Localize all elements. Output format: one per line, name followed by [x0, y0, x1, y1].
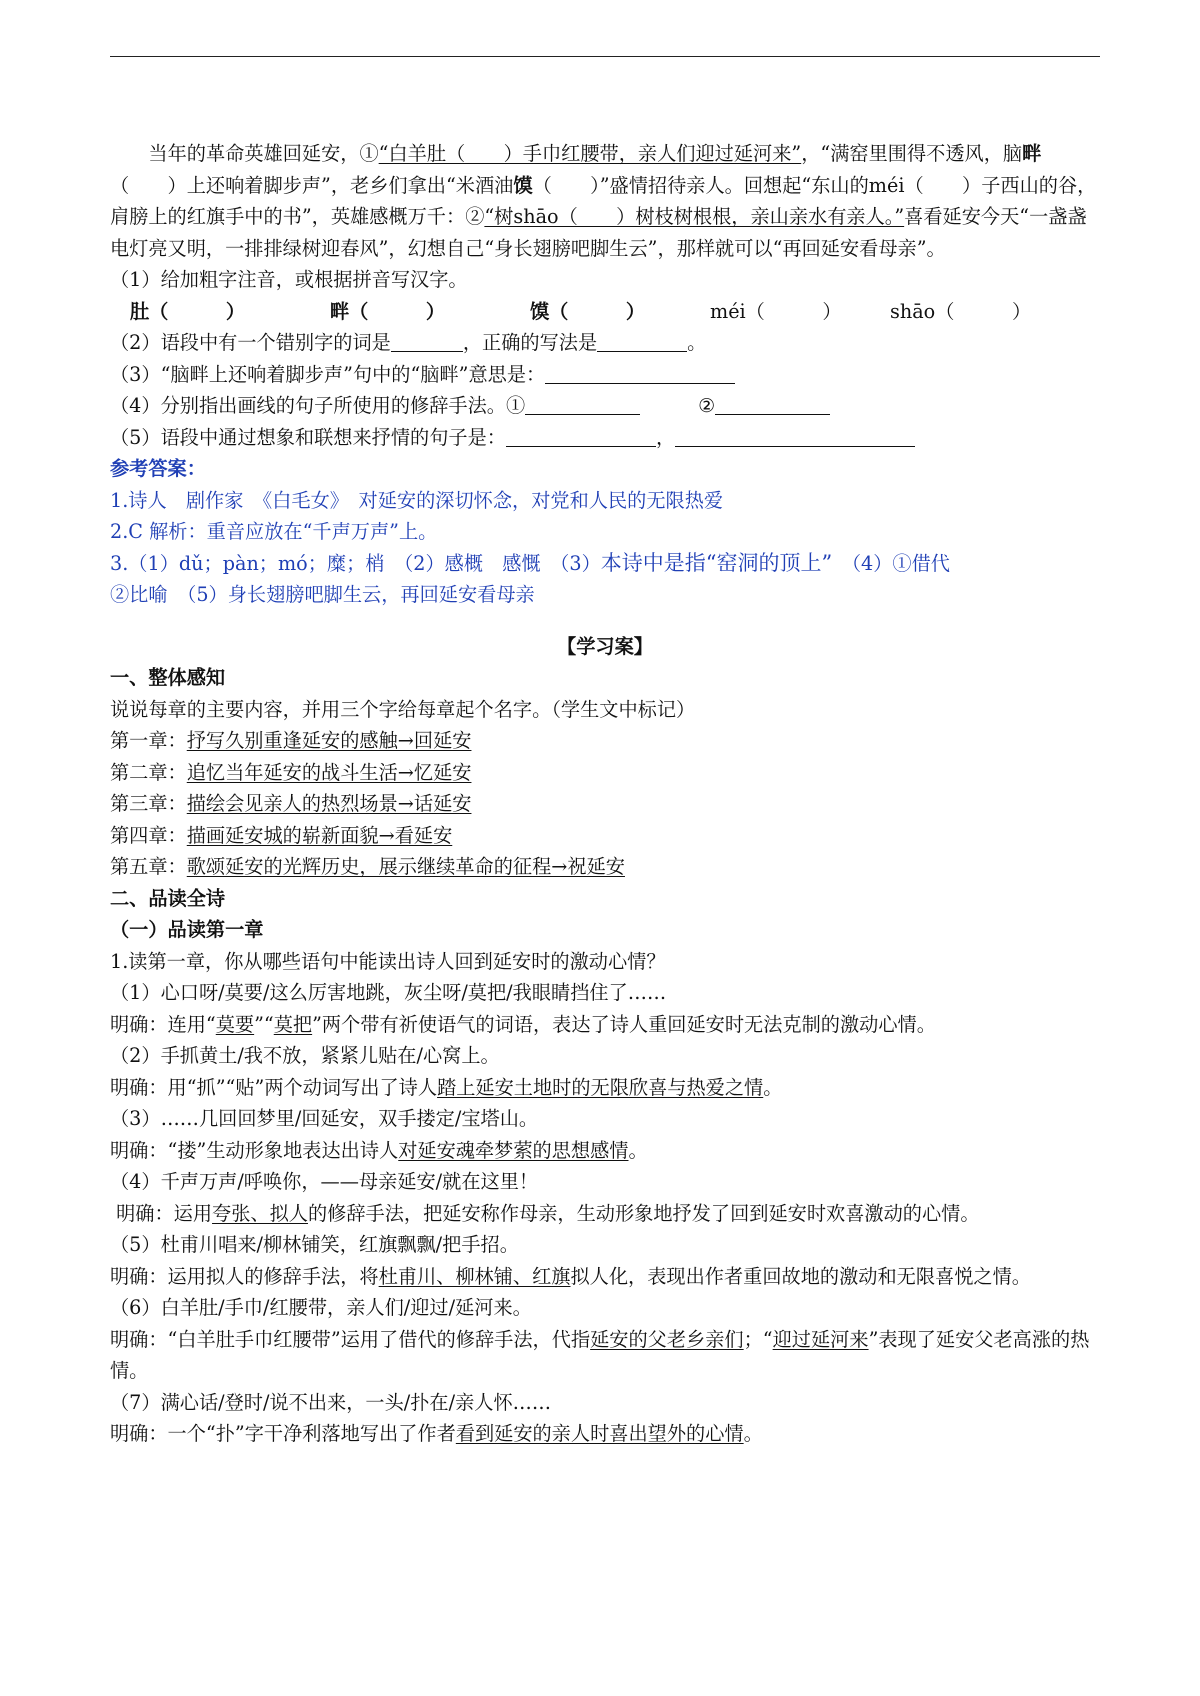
- section-1-desc: 说说每章的主要内容，并用三个字给每章起个名字。（学生文中标记）: [110, 697, 696, 721]
- chapter-label: 第二章：: [110, 760, 187, 784]
- chapter-text: 歌颂延安的光辉历史，展示继续革命的征程→祝延安: [186, 855, 625, 878]
- answer-blank[interactable]: [715, 394, 830, 415]
- q2-text: 。: [687, 331, 707, 354]
- section-2-heading: 二、品读全诗: [110, 886, 226, 910]
- para-text: （ ）上还响着脚步声”，老乡们拿出“米酒油: [110, 173, 514, 197]
- item-du: 肚（ ）: [130, 299, 246, 323]
- underlined-sentence-1: “白羊肚（ ）手巾红腰带，亲人们迎过延河来”: [378, 142, 802, 165]
- exp-text: 拟人化，表现出作者重回故地的激动和无限喜悦之情。: [570, 1264, 1031, 1288]
- exp-underline: 莫把: [273, 1012, 313, 1036]
- answer-blank[interactable]: [506, 425, 656, 446]
- chapter-label: 第三章：: [110, 792, 187, 815]
- chapter-line: [110, 851, 1100, 883]
- chapter-text: 抒写久别重逢延安的感触→回延安: [186, 729, 472, 752]
- exp-underline: 杜甫川、柳林铺、红旗: [378, 1264, 571, 1288]
- answer-3-text: 本诗中是指“窑洞的顶上”: [600, 550, 833, 575]
- question-4: [110, 390, 1100, 422]
- answer-3-cont: ②比喻 （5）身长翅膀吧脚生云，再回延安看母亲: [110, 583, 535, 606]
- circle-2: ②: [465, 205, 485, 228]
- exp-text: ；“: [743, 1327, 773, 1351]
- answer-blank[interactable]: [525, 394, 640, 415]
- chapter-text: 描画延安城的崭新面貌→看延安: [186, 823, 453, 847]
- exp-text: 。: [763, 1075, 783, 1099]
- underlined-sentence-2: “树shāo（ ）树枝树根根，亲山亲水有亲人。”: [484, 205, 905, 228]
- q2-text: ，正确的写法是: [462, 331, 598, 354]
- explanation: [110, 1261, 1100, 1293]
- item-mei: méi（ ）: [710, 299, 842, 323]
- exp-text: 。: [743, 1422, 763, 1445]
- exp-underline: 莫要: [215, 1012, 255, 1036]
- exp-text: ”“: [254, 1012, 274, 1036]
- answer-3-text: （4）①借代: [832, 551, 950, 575]
- exp-text: 明确：一个“扑”字干净利落地写出了作者: [110, 1422, 456, 1445]
- exp-text: 明确：运用: [110, 1201, 213, 1225]
- chapter-line: [110, 757, 1100, 789]
- explanation: [110, 1135, 1100, 1167]
- document-page: [110, 138, 1100, 1450]
- header-rule: [110, 56, 1100, 57]
- answer-3: [110, 548, 1100, 580]
- chapter-line: [110, 820, 1100, 852]
- q2-text: （2）语段中有一个错别字的词是: [110, 331, 391, 354]
- pinyin-items: [110, 296, 1100, 328]
- bold-char-mo: 馍: [513, 173, 533, 197]
- circle-1: ①: [359, 142, 379, 165]
- exp-underline: 迎过延河来: [772, 1327, 869, 1351]
- poem-line: （2）手抓黄土/我不放，紧紧儿贴在/心窝上。: [110, 1044, 500, 1067]
- exp-underline: 夸张、拟人: [212, 1201, 308, 1225]
- exercise-paragraph: [110, 138, 1100, 264]
- explanation: [110, 1009, 1100, 1041]
- answer-blank[interactable]: [391, 331, 463, 352]
- chapter-line: [110, 725, 1100, 757]
- explanation: [110, 1198, 1100, 1230]
- poem-line: （3）……几回回梦里/回延安，双手搂定/宝塔山。: [110, 1107, 539, 1130]
- chapter-text: 描绘会见亲人的热烈场景→话延安: [186, 792, 472, 815]
- exp-underline: 延安的父老乡亲们: [590, 1327, 744, 1351]
- answer-blank[interactable]: [675, 425, 915, 446]
- exp-text: 明确：“白羊肚手巾红腰带”运用了借代的修辞手法，代指: [110, 1327, 591, 1351]
- explanation: [110, 1072, 1100, 1104]
- answer-3-text: 3.（1）dǔ；pàn；mó；糜；梢 （2）感概 感慨 （3）: [110, 551, 601, 575]
- section-1-heading: 一、整体感知: [110, 666, 226, 689]
- chapter-text: 追忆当年延安的战斗生活→忆延安: [186, 760, 472, 784]
- study-title: 【学习案】: [557, 634, 653, 658]
- answer-1: 1.诗人 剧作家 《白毛女》 对延安的深切怀念，对党和人民的无限热爱: [110, 488, 724, 512]
- explanation: [110, 1324, 1100, 1387]
- q5-text: （5）语段中通过想象和联想来抒情的句子是：: [110, 425, 506, 449]
- exp-text: 明确：用“抓”“贴”两个动词写出了诗人: [110, 1075, 438, 1099]
- item-pan: 畔（ ）: [330, 299, 446, 323]
- exp-underline: 对延安魂牵梦萦的思想感情: [398, 1138, 629, 1162]
- para-text: 当年的革命英雄回延安，: [148, 142, 360, 165]
- answer-blank[interactable]: [545, 362, 735, 383]
- answer-blank[interactable]: [597, 331, 687, 352]
- subsection-heading: （一）品读第一章: [110, 918, 264, 941]
- answers-title: 参考答案：: [110, 457, 206, 480]
- exp-underline: 看到延安的亲人时喜出望外的心情: [455, 1422, 744, 1445]
- explanation: [110, 1418, 1100, 1450]
- para-text: ，“满窑里围得不透风，脑: [801, 142, 1023, 165]
- q5-text: ，: [655, 425, 676, 449]
- q4-text: ②: [698, 394, 716, 417]
- question-1: （1）给加粗字注音，或根据拼音写汉字。: [110, 268, 468, 291]
- exp-text: 的修辞手法，把延安称作母亲，生动形象地抒发了回到延安时欢喜激动的心情。: [307, 1201, 980, 1225]
- question-5: [110, 422, 1100, 454]
- answer-2: 2.C 解析：重音应放在“千声万声”上。: [110, 520, 438, 543]
- exp-text: ”两个带有祈使语气的词语，表达了诗人重回延安时无法克制的激动心情。: [312, 1012, 936, 1036]
- poem-line: （7）满心话/登时/说不出来，一头/扑在/亲人怀……: [110, 1390, 552, 1414]
- bold-char-pan: 畔: [1022, 142, 1042, 165]
- chapter-label: 第五章：: [110, 855, 187, 878]
- poem-line: （6）白羊肚/手巾/红腰带，亲人们/迎过/延河来。: [110, 1296, 532, 1319]
- chapter-label: 第一章：: [110, 729, 187, 752]
- chapter-label: 第四章：: [110, 823, 187, 847]
- exp-underline: 踏上延安土地时的无限欣喜与热爱之情: [437, 1075, 764, 1099]
- q3-text: （3）“脑畔上还响着脚步声”句中的“脑畔”意思是：: [110, 362, 546, 386]
- para-text: （ ）”盛情招待亲人。回想起“东山的méi（ ）子西山的谷，肩膀上的红旗手中的书”，英雄感概万千：: [110, 173, 1097, 228]
- study-question: 1.读第一章，你从哪些语句中能读出诗人回到延安时的激动心情？: [110, 949, 666, 973]
- exp-text: 明确：“搂”生动形象地表达出诗人: [110, 1138, 399, 1162]
- exp-text: 。: [628, 1138, 648, 1162]
- q4-text: （4）分别指出画线的句子所使用的修辞手法。①: [110, 394, 526, 417]
- poem-line: （1）心口呀/莫要/这么厉害地跳，灰尘呀/莫把/我眼睛挡住了……: [110, 981, 667, 1004]
- exp-text: ”表现了延安父老高涨的热情。: [110, 1327, 1090, 1382]
- poem-line: （5）杜甫川唱来/柳林铺笑，红旗飘飘/把手招。: [110, 1233, 519, 1256]
- question-3: [110, 359, 1100, 391]
- item-shao: shāo（ ）: [890, 299, 1032, 323]
- chapter-line: [110, 788, 1100, 820]
- item-mo: 馍（ ）: [530, 299, 646, 323]
- exp-text: 明确：运用拟人的修辞手法，将: [110, 1264, 379, 1288]
- question-2: [110, 327, 1100, 359]
- para-text: 喜看延安今天“一盏盏电灯亮又明，一排排绿树迎春风”，幻想自己“身长翅膀吧脚生云”，那样就可以“再回延安看母亲”。: [110, 205, 1087, 260]
- poem-line: （4）千声万声/呼唤你，——母亲延安/就在这里！: [110, 1170, 539, 1193]
- exp-text: 明确：连用“: [110, 1012, 216, 1036]
